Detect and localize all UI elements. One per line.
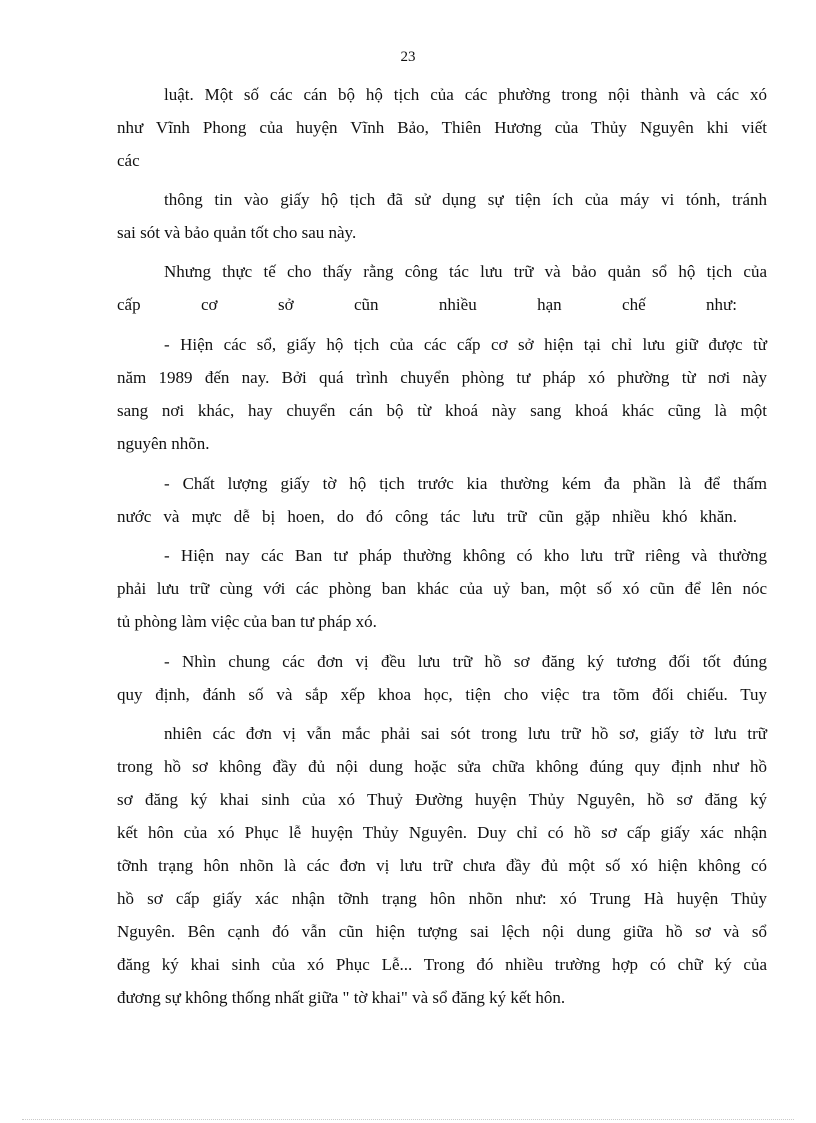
text-line: các [117, 151, 140, 170]
text-line: quy định, đánh số và sắp xếp khoa học, tiện cho việc tra tõm đối chiếu. Tuy [117, 685, 767, 704]
text-line: sai sót và bảo quản tốt cho sau này. [117, 223, 357, 242]
page-number: 23 [400, 49, 416, 65]
text-line: năm 1989 đến nay. Bởi quá trình chuyển phòng tư pháp xó phường từ nơi này [117, 368, 767, 387]
footer-divider [22, 1119, 794, 1120]
text-line: thông tin vào giấy hộ tịch đã sử dụng sự tiện ích của máy vi tónh, tránh [164, 190, 767, 209]
text-line: nước và mực dễ bị hoen, do đó công tác lưu trữ cũn gặp nhiều khó khăn. [117, 507, 737, 526]
text-line: đăng ký khai sinh của xó Phục Lễ... Trong đó nhiều trường hợp có chữ ký của [117, 955, 767, 974]
text-line: trong hồ sơ không đầy đủ nội dung hoặc sửa chữa không đúng quy định như hồ [117, 757, 767, 776]
text-line: đương sự không thống nhất giữa " tờ khai" và sổ đăng ký kết hôn. [117, 988, 566, 1007]
text-line: cấp cơ sở cũn nhiều hạn chế như: [117, 295, 737, 314]
text-line: kết hôn của xó Phục lễ huyện Thủy Nguyên. Duy chỉ có hồ sơ cấp giấy xác nhận [117, 823, 767, 842]
text-line: sang nơi khác, hay chuyển cán bộ từ khoá này sang khoá khác cũng là một [117, 401, 767, 420]
text-line: hồ sơ cấp giấy xác nhận tỡnh trạng hôn nhõn như: xó Trung Hà huyện Thủy [117, 889, 767, 908]
text-line: - Chất lượng giấy tờ hộ tịch trước kia thường kém đa phần là để thấm [164, 474, 767, 493]
text-line: - Hiện nay các Ban tư pháp thường không có kho lưu trữ riêng và thường [164, 546, 767, 565]
text-line: nhiên các đơn vị vẫn mắc phải sai sót trong lưu trữ hồ sơ, giấy tờ lưu trữ [164, 724, 767, 743]
text-line: nguyên nhõn. [117, 434, 210, 453]
text-line: luật. Một số các cán bộ hộ tịch của các phường trong nội thành và các xó [164, 85, 767, 104]
text-line: - Nhìn chung các đơn vị đều lưu trữ hồ sơ đăng ký tương đối tốt đúng [164, 652, 767, 671]
text-line: như Vĩnh Phong của huyện Vĩnh Bảo, Thiên Hương của Thủy Nguyên khi viết [117, 118, 767, 137]
text-line: Nguyên. Bên cạnh đó vẫn cũn hiện tượng sai lệch nội dung giữa hồ sơ và sổ [117, 922, 767, 941]
text-line: phải lưu trữ cùng với các phòng ban khác của uỷ ban, một số xó cũn để lên nóc [117, 579, 767, 598]
text-line: tủ phòng làm việc của ban tư pháp xó. [117, 612, 377, 631]
text-line: sơ đăng ký khai sinh của xó Thuỷ Đường huyện Thủy Nguyên, hồ sơ đăng ký [117, 790, 767, 809]
text-line: - Hiện các sổ, giấy hộ tịch của các cấp cơ sở hiện tại chỉ lưu giữ được từ [164, 335, 767, 354]
text-line: Nhưng thực tế cho thấy rằng công tác lưu trữ và bảo quản sổ hộ tịch của [164, 262, 767, 281]
text-line: tỡnh trạng hôn nhõn là các đơn vị lưu trữ chưa đầy đủ một số xó hiện không có [117, 856, 767, 875]
